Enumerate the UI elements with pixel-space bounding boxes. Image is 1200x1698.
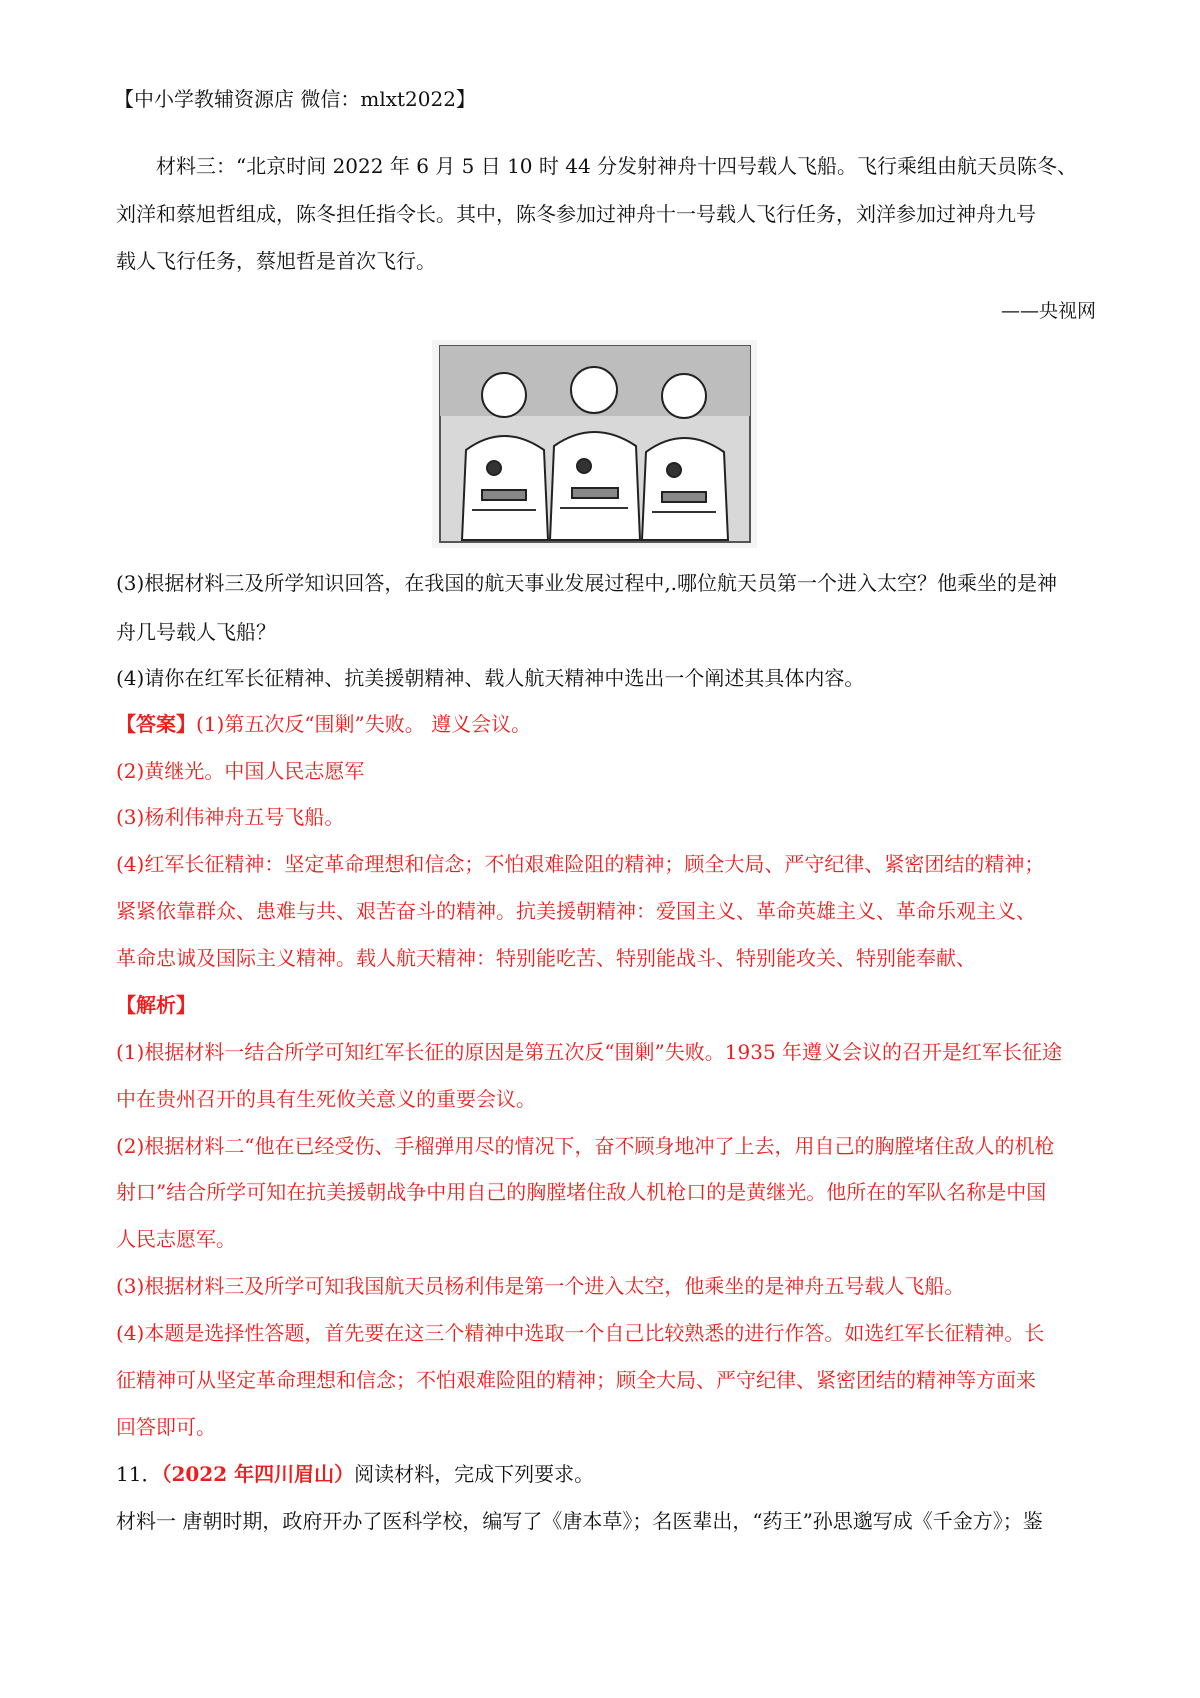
analysis-line-5: 人民志愿军。 — [116, 1227, 236, 1251]
answer-line-4: (4)红军长征精神：坚定革命理想和信念；不怕艰难险阻的精神；顾全大局、严守纪律、紧密团结的精神； — [116, 852, 1045, 876]
answer-line-6: 革命忠诚及国际主义精神。载人航天精神：特别能吃苦、特别能战斗、特别能攻关、特别能奉献、 — [116, 946, 976, 970]
analysis-line-3: (2)根据材料二“他在已经受伤、手榴弹用尽的情况下，奋不顾身地冲了上去，用自己的胸膛堵住敌人的机枪 — [116, 1134, 1055, 1158]
astronauts-photo — [432, 340, 757, 548]
material3-line-2: 刘洋和蔡旭哲组成，陈冬担任指令长。其中，陈冬参加过神舟十一号载人飞行任务，刘洋参加过神舟九号 — [116, 202, 1036, 226]
analysis-line-6: (3)根据材料三及所学可知我国航天员杨利伟是第一个进入太空，他乘坐的是神舟五号载人飞船。 — [116, 1274, 965, 1298]
answer-line-5: 紧紧依靠群众、患难与共、艰苦奋斗的精神。抗美援朝精神：爱国主义、革命英雄主义、革命乐观主义、 — [116, 899, 1036, 923]
question-3-line-2: 舟几号载人飞船？ — [116, 620, 276, 644]
material3-source: ——央视网 — [1000, 300, 1096, 322]
answer-line-3: (3)杨利伟神舟五号飞船。 — [116, 805, 345, 829]
material3-line-1: 材料三：“北京时间 2022 年 6 月 5 日 10 时 44 分发射神舟十四号载人飞船。飞行乘组由航天员陈冬、 — [156, 154, 1078, 178]
question-11-source-tag: （2022 年四川眉山） — [161, 1462, 355, 1486]
question-11-number: 11． — [116, 1462, 162, 1486]
question-11-prompt: 阅读材料，完成下列要求。 — [354, 1462, 595, 1486]
question-3-line-1: (3)根据材料三及所学知识回答，在我国的航天事业发展过程中,.哪位航天员第一个进入太空？他乘坐的是神 — [116, 571, 1058, 595]
answer-line-1 — [116, 710, 531, 738]
analysis-line-7: (4)本题是选择性答题，首先要在这三个精神中选取一个自己比较熟悉的进行作答。如选红军长征精神。长 — [116, 1321, 1045, 1345]
analysis-label: 【解析】 — [116, 993, 196, 1017]
question-11-heading — [116, 1460, 594, 1488]
analysis-line-2: 中在贵州召开的具有生死攸关意义的重要会议。 — [116, 1087, 536, 1111]
material3-line-3: 载人飞行任务，蔡旭哲是首次飞行。 — [116, 249, 436, 273]
page-header: 【中小学教辅资源店 微信：mlxt2022】 — [114, 87, 476, 111]
question-4: (4)请你在红军长征精神、抗美援朝精神、载人航天精神中选出一个阐述其具体内容。 — [116, 666, 865, 690]
analysis-line-1: (1)根据材料一结合所学可知红军长征的原因是第五次反“围剿”失败。1935 年遵义会议的召开是红军长征途 — [116, 1040, 1063, 1064]
answer-text-1: (1)第五次反“围剿”失败。 遵义会议。 — [196, 712, 532, 736]
analysis-line-9: 回答即可。 — [116, 1415, 216, 1439]
question-11-material-1: 材料一 唐朝时期，政府开办了医科学校，编写了《唐本草》；名医辈出，“药王”孙思邈写成《千金方》；鉴 — [116, 1509, 1043, 1533]
analysis-line-4: 射口”结合所学可知在抗美援朝战争中用自己的胸膛堵住敌人机枪口的是黄继光。他所在的军队名称是中国 — [116, 1180, 1047, 1204]
answer-line-2: (2)黄继光。中国人民志愿军 — [116, 759, 365, 783]
analysis-line-8: 征精神可从坚定革命理想和信念；不怕艰难险阻的精神；顾全大局、严守纪律、紧密团结的精神等方面来 — [116, 1368, 1036, 1392]
answer-label: 【答案】 — [116, 712, 196, 736]
